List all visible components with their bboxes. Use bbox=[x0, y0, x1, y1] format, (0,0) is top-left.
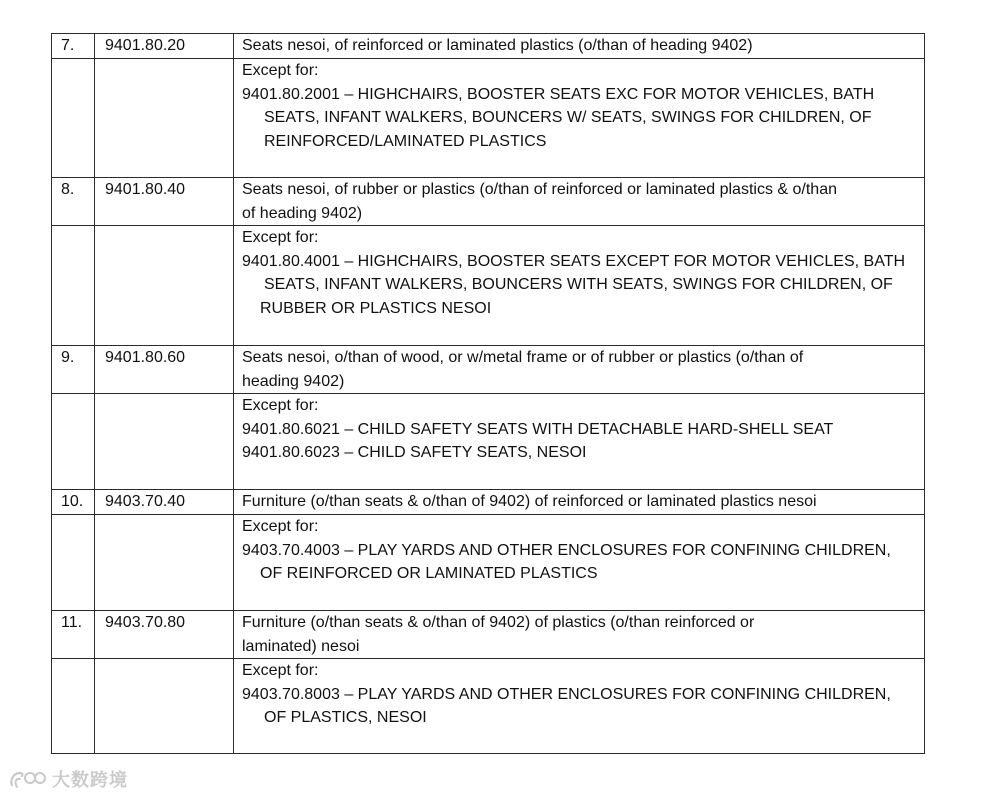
hts-description bbox=[234, 178, 925, 226]
exception-code: 9401.80.6021 bbox=[242, 420, 340, 438]
hts-exclusion-table bbox=[51, 33, 925, 754]
exception-code: 9401.80.6023 bbox=[242, 444, 340, 461]
hts-code: 9403.70.40 bbox=[95, 490, 234, 515]
separator: – bbox=[339, 420, 358, 438]
exception-row bbox=[52, 59, 925, 178]
exception-cell bbox=[234, 659, 925, 754]
exception-entry bbox=[242, 83, 920, 107]
table-row bbox=[52, 34, 925, 59]
empty-cell bbox=[95, 659, 234, 754]
exception-entry bbox=[242, 250, 920, 274]
exception-cell bbox=[234, 226, 925, 346]
exception-text: HIGHCHAIRS, BOOSTER SEATS EXC FOR MOTOR VEHICLES, BATH bbox=[357, 85, 875, 103]
separator: – bbox=[339, 444, 358, 461]
exception-row bbox=[52, 515, 925, 611]
separator: – bbox=[339, 541, 358, 559]
empty-cell bbox=[95, 515, 234, 611]
description-line: Seats nesoi, o/than of wood, or w/metal frame or of rubber or plastics (o/than of bbox=[242, 349, 804, 366]
description-line: Furniture (o/than seats & o/than of 9402) of plastics (o/than reinforced or bbox=[242, 614, 755, 631]
exception-text: CHILD SAFETY SEATS WITH DETACHABLE HARD-SHELL SEAT bbox=[357, 420, 834, 438]
exception-text-cont: RUBBER OR PLASTICS NESOI bbox=[260, 299, 492, 317]
except-label: Except for: bbox=[242, 662, 319, 679]
exception-code: 9403.70.8003 bbox=[242, 685, 340, 703]
empty-cell bbox=[52, 59, 95, 178]
exception-row bbox=[52, 394, 925, 490]
exception-row bbox=[52, 226, 925, 346]
exception-entry bbox=[242, 418, 920, 442]
hts-code: 9401.80.40 bbox=[95, 178, 234, 226]
exception-cell bbox=[234, 59, 925, 178]
empty-cell bbox=[52, 226, 95, 346]
description-line: of heading 9402) bbox=[242, 204, 363, 222]
separator: – bbox=[339, 252, 358, 270]
exception-text-cont: OF REINFORCED OR LAMINATED PLASTICS bbox=[260, 565, 598, 582]
description-line: heading 9402) bbox=[242, 372, 345, 390]
row-number: 9. bbox=[52, 346, 95, 394]
table-row bbox=[52, 346, 925, 394]
empty-cell bbox=[52, 394, 95, 490]
hts-description: Furniture (o/than seats & o/than of 9402) of reinforced or laminated plastics nesoi bbox=[234, 490, 925, 515]
row-number: 10. bbox=[52, 490, 95, 515]
row-number: 11. bbox=[52, 611, 95, 659]
exception-code: 9401.80.4001 bbox=[242, 252, 340, 270]
exception-entry bbox=[242, 441, 920, 465]
exception-text: PLAY YARDS AND OTHER ENCLOSURES FOR CONFINING CHILDREN, bbox=[357, 685, 891, 703]
exception-text-cont: SEATS, INFANT WALKERS, BOUNCERS WITH SEATS, SWINGS FOR CHILDREN, OF bbox=[264, 276, 893, 293]
exception-text: PLAY YARDS AND OTHER ENCLOSURES FOR CONFINING CHILDREN, bbox=[357, 541, 891, 559]
empty-cell bbox=[95, 59, 234, 178]
watermark bbox=[8, 766, 128, 792]
exception-row bbox=[52, 659, 925, 754]
empty-cell bbox=[95, 394, 234, 490]
separator: – bbox=[339, 85, 358, 103]
hts-description bbox=[234, 611, 925, 659]
hts-code: 9401.80.20 bbox=[95, 34, 234, 59]
exception-text: CHILD SAFETY SEATS, NESOI bbox=[357, 444, 587, 461]
table-row bbox=[52, 611, 925, 659]
exception-code: 9401.80.2001 bbox=[242, 85, 340, 103]
exception-text-cont: REINFORCED/LAMINATED PLASTICS bbox=[264, 132, 547, 150]
exception-cell bbox=[234, 394, 925, 490]
exception-code: 9403.70.4003 bbox=[242, 541, 340, 559]
watermark-text: 大数跨境 bbox=[52, 770, 128, 791]
table-row bbox=[52, 178, 925, 226]
description-line: laminated) nesoi bbox=[242, 637, 360, 655]
weibo-style-logo-icon bbox=[8, 768, 48, 790]
separator: – bbox=[339, 685, 358, 703]
except-label: Except for: bbox=[242, 62, 319, 79]
exception-text-cont: SEATS, INFANT WALKERS, BOUNCERS W/ SEATS, SWINGS FOR CHILDREN, OF bbox=[264, 109, 872, 126]
empty-cell bbox=[52, 659, 95, 754]
except-label: Except for: bbox=[242, 518, 319, 535]
hts-code: 9403.70.80 bbox=[95, 611, 234, 659]
table-row bbox=[52, 490, 925, 515]
hts-description: Seats nesoi, of reinforced or laminated plastics (o/than of heading 9402) bbox=[234, 34, 925, 59]
empty-cell bbox=[95, 226, 234, 346]
row-number: 7. bbox=[52, 34, 95, 59]
exception-cell bbox=[234, 515, 925, 611]
exception-entry bbox=[242, 683, 920, 707]
hts-description bbox=[234, 346, 925, 394]
exception-text-cont: OF PLASTICS, NESOI bbox=[264, 709, 427, 726]
empty-cell bbox=[52, 515, 95, 611]
exception-entry bbox=[242, 539, 920, 563]
except-label: Except for: bbox=[242, 397, 319, 414]
except-label: Except for: bbox=[242, 229, 319, 246]
description-line: Seats nesoi, of rubber or plastics (o/than of reinforced or laminated plastics & o/than bbox=[242, 181, 837, 198]
exception-text: HIGHCHAIRS, BOOSTER SEATS EXCEPT FOR MOTOR VEHICLES, BATH bbox=[357, 252, 906, 270]
hts-code: 9401.80.60 bbox=[95, 346, 234, 394]
row-number: 8. bbox=[52, 178, 95, 226]
